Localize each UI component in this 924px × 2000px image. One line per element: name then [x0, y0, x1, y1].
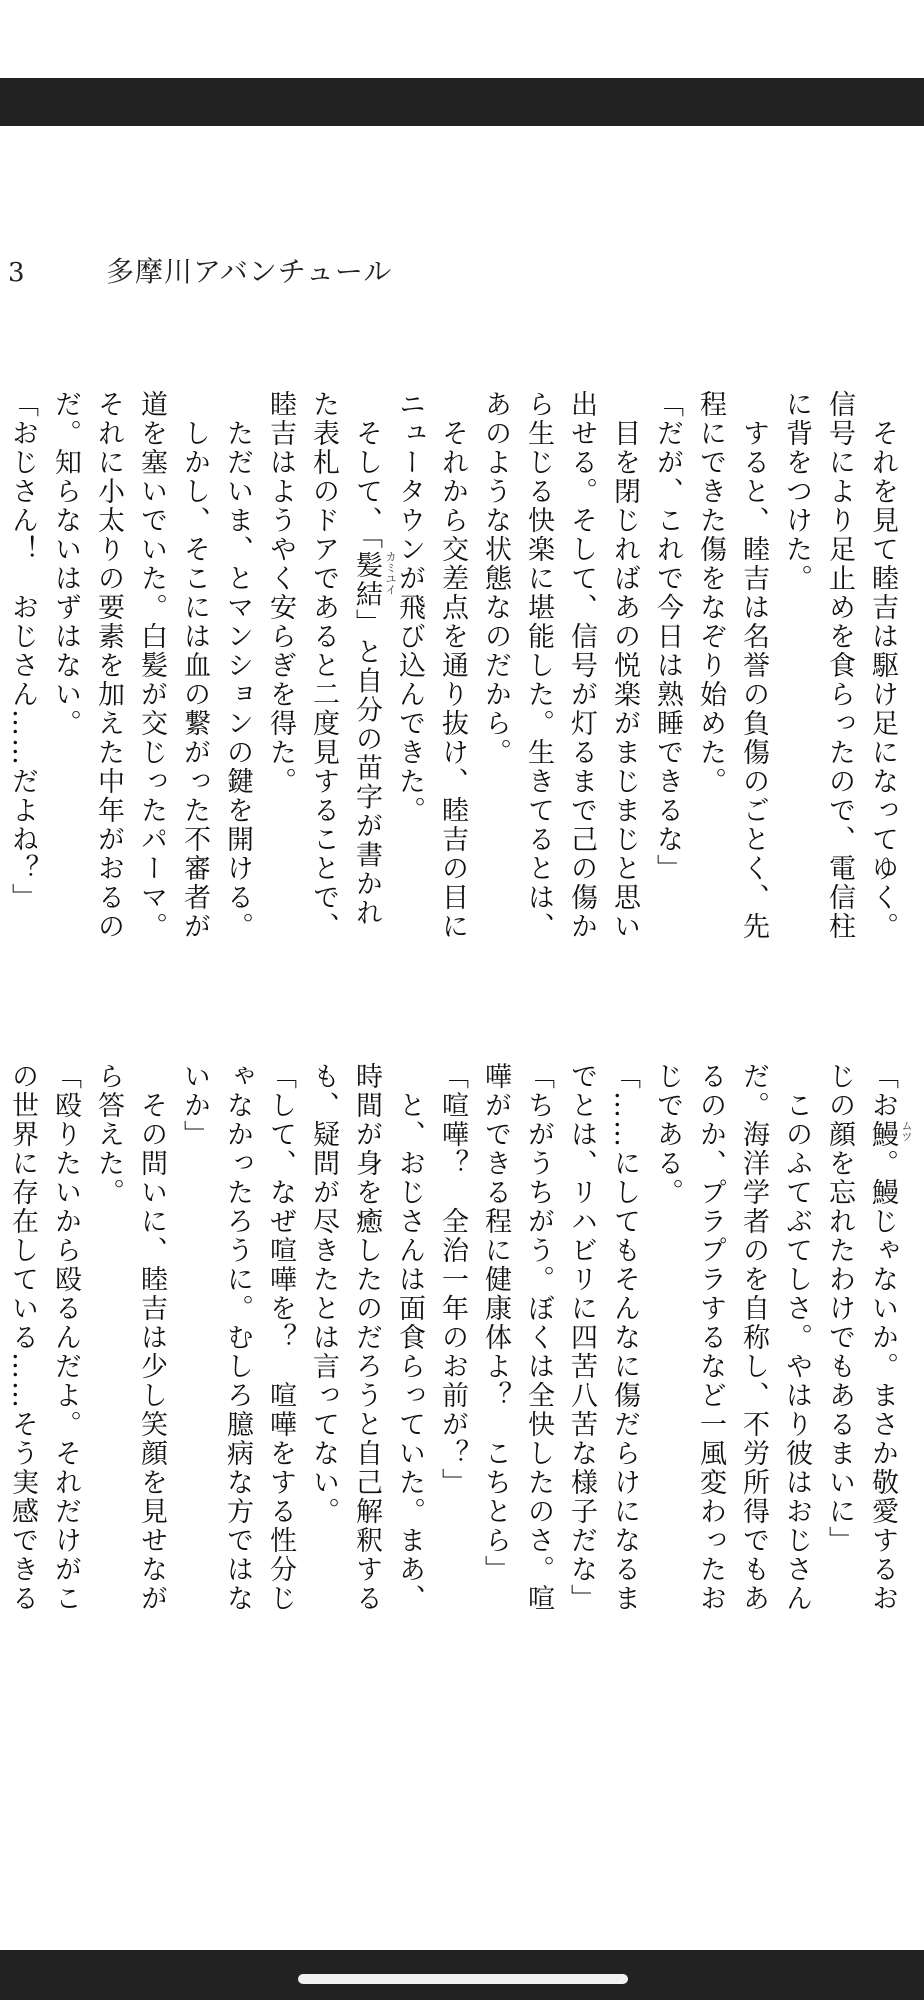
- dialogue-line: 「ちがうちがう。ぼくは全快したのさ。喧嘩ができる程に健康体よ？ こちとら」: [480, 1062, 554, 1613]
- text-column-upper: [7, 390, 904, 945]
- ruby-base: 鰻: [867, 1120, 898, 1149]
- paragraph: [646, 1062, 818, 1617]
- paragraph-text: それを見て睦吉は駆け足になってゆく。信号により足止めを食らったので、電信柱に背をつけた。: [781, 390, 898, 941]
- paragraph-text: ただいま、とマンションの鍵を開ける。: [222, 419, 253, 941]
- paragraph-text: そして、「: [351, 419, 382, 551]
- paragraph-indent: [437, 390, 468, 419]
- paragraph-text: このふてぶてしさ。やはり彼はおじさんだ。海洋学者のを自称し、不労所得でもあるのか、プラプラするなど一風変わったおじである。: [652, 1062, 812, 1613]
- ruby-word: [351, 550, 397, 609]
- paragraph-text: すると、睦吉は名誉の負傷のごとく、先程にできた傷をなぞり始めた。: [695, 390, 769, 941]
- paragraph-text: 」と自分の苗字が書かれた表札のドアであると二度見することで、睦吉はようやく安らぎを得た。: [265, 390, 382, 941]
- paragraph-indent: [222, 390, 253, 419]
- paragraph-indent: [867, 390, 898, 419]
- paragraph: [259, 390, 397, 945]
- paragraph: [87, 1062, 173, 1617]
- paragraph: [302, 1062, 431, 1617]
- paragraph-text: それから交差点を通り抜け、睦吉の目にニュータウンが飛び込んできた。: [394, 390, 468, 941]
- paragraph-indent: [351, 390, 382, 419]
- paragraph: [44, 390, 216, 945]
- page-number: 3: [8, 258, 25, 288]
- running-title: 多摩川アバンチュール: [106, 255, 393, 288]
- reader-top-bar: [0, 78, 924, 126]
- paragraph-indent: [781, 1062, 812, 1091]
- paragraph-text: しかし、そこには血の繋がった不審者が道を塞いでいた。白髪が交じったパーマ。それに小太りの要素を加えた中年がおるのだ。知らないはずはない。: [50, 390, 210, 941]
- paragraph-text: 。鰻じゃないか。まさか敬愛するおじの顔を忘れたわけでもあるまいに」: [824, 1062, 898, 1613]
- paragraph-text: その問いに、睦吉は少し笑顔を見せながら答えた。: [93, 1062, 167, 1613]
- ruby-reading: カミユイ: [384, 550, 397, 595]
- dialogue-line: 「……にしてもそんなに傷だらけになるまでとは、リハビリに四苦八苦な様子だな」: [566, 1062, 640, 1613]
- paragraph-text: 「お: [867, 1062, 898, 1120]
- paragraph-text: 目を閉じればあの悦楽がまじまじと思い出せる。そして、信号が灯るまで己の傷から生じる快楽に堪能した。生きてるとは、あのような状態なのだから。: [480, 390, 640, 941]
- dialogue-line: 「して、なぜ喧嘩を？ 喧嘩をする性分じゃなかったろうに。むしろ臆病な方ではないか」: [179, 1062, 296, 1613]
- paragraph-indent: [394, 1062, 425, 1091]
- status-bar: [0, 0, 924, 78]
- paragraph: [474, 390, 646, 945]
- paragraph: [388, 390, 474, 945]
- paragraph-indent: [179, 390, 210, 419]
- ruby-base: 髪結: [351, 550, 382, 609]
- paragraph-text: と、おじさんは面食らっていた。まあ、時間が身を癒したのだろうと自己解釈するも、疑問が尽きたとは言ってない。: [308, 1062, 425, 1613]
- dialogue-line: 「だが、これで今日は熟睡できるな」: [652, 390, 683, 883]
- paragraph: [689, 390, 775, 945]
- home-indicator[interactable]: [298, 1974, 628, 1984]
- ruby-reading: ムツ: [900, 1120, 913, 1142]
- dialogue-line: 「殴りたいから殴るんだよ。それだけがこの世界に存在している……そう実感できる: [7, 1062, 81, 1613]
- paragraph: [775, 390, 904, 945]
- paragraph-indent: [609, 390, 640, 419]
- ruby-word: [867, 1120, 913, 1149]
- paragraph: [216, 390, 259, 945]
- dialogue-line: [818, 1062, 913, 1617]
- dialogue-line: 「喧嘩？ 全治一年のお前が？」: [437, 1062, 468, 1497]
- text-column-lower: [7, 1062, 913, 1617]
- dialogue-line: 「おじさん！ おじさん……だよね？」: [7, 390, 38, 912]
- paragraph-indent: [738, 390, 769, 419]
- paragraph-indent: [136, 1062, 167, 1091]
